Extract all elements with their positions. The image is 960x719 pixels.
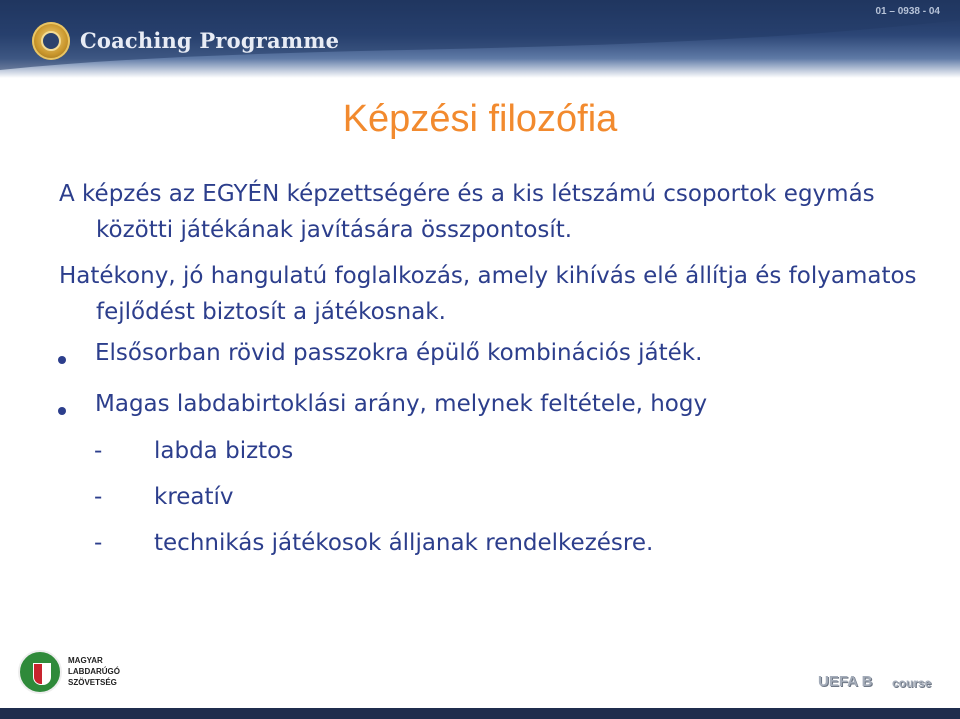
dash-item-text: technikás játékosok álljanak rendelkezésre. (154, 530, 654, 556)
mlsz-crest-icon (18, 650, 62, 694)
mlsz-shield-icon (33, 663, 51, 685)
bullet-dot-icon (58, 407, 66, 415)
reference-code: 01 – 0938 - 04 (875, 6, 940, 17)
uefa-logo-icon (32, 22, 70, 60)
mlsz-line: LABDARÚGÓ (68, 667, 120, 676)
course-label: course (892, 676, 932, 690)
paragraph-2: Hatékony, jó hangulatú foglalkozás, amely kihívás elé állítja és folyamatos fejlődést biztosít a játékosnak. (59, 263, 917, 325)
uefa-b-label: UEFA B (818, 673, 873, 690)
dash-item-text: labda biztos (154, 438, 294, 464)
mlsz-line: SZÖVETSÉG (68, 678, 117, 687)
footer-bar (0, 708, 960, 719)
dash-item-text: kreatív (154, 484, 234, 510)
slide-title: Képzési filozófia (342, 98, 618, 140)
bullet-text: Magas labdabirtoklási arány, melynek feltétele, hogy (95, 391, 708, 417)
mlsz-line: MAGYAR (68, 656, 103, 665)
bullet-text: Elsősorban rövid passzokra épülő kombinációs játék. (95, 340, 703, 366)
bullet-dot-icon (58, 356, 66, 364)
dash-marker: - (94, 484, 103, 510)
dash-marker: - (94, 438, 103, 464)
paragraph-1: A képzés az EGYÉN képzettségére és a kis létszámú csoportok egymás közötti játékának javítására összpontosít. (59, 181, 875, 243)
programme-title: Coaching Programme (80, 28, 340, 53)
dash-marker: - (94, 530, 103, 556)
mlsz-wordmark (68, 655, 120, 688)
